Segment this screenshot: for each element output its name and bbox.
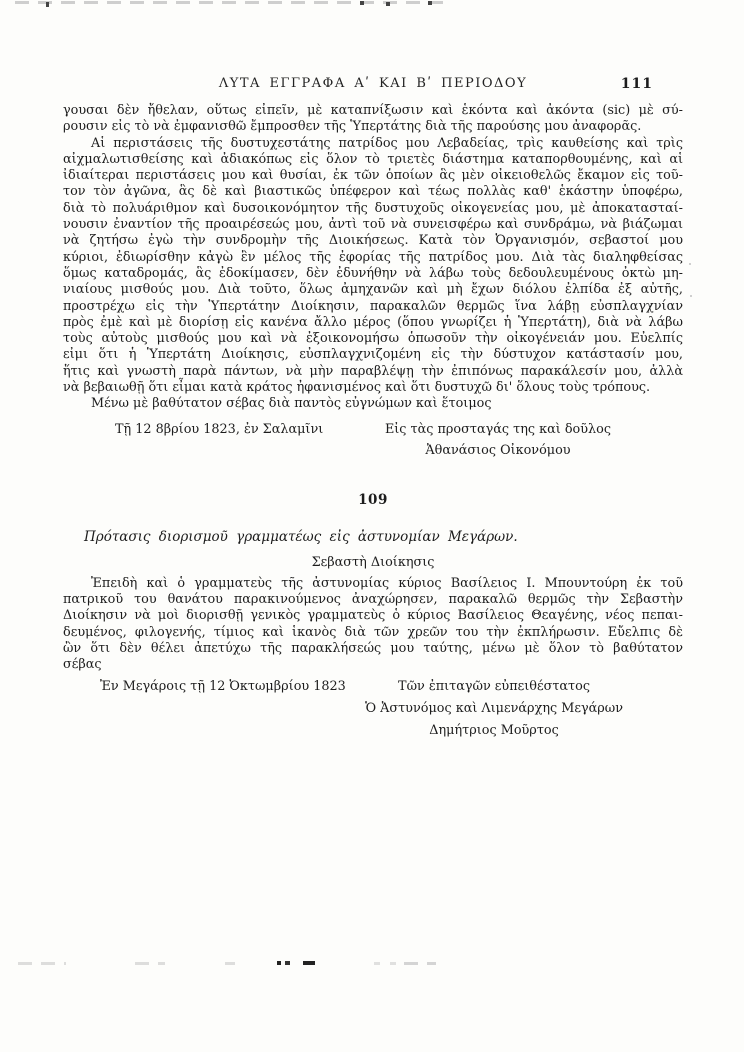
text-line: ἥτις καὶ γνωστὴ παρὰ πάντων, νὰ μὴν παραβλέψῃ τὴν ἐπιπόνως παρακάλεσίν μου, ἀλλὰ <box>63 363 683 379</box>
text-line: σέβας <box>63 657 102 673</box>
text-line: ὢν ὅτι δὲν θέλει ἀπετύχω τῆς παρακλήσεώς μου ταύτης, μένω μὲ ὅλον τὸ βαθύτατον <box>63 640 683 656</box>
text-line: ἰδιαίτεραι περιστάσεις μου καὶ θυσίαι, ἐκ τῶν ὁποίων ἃς μὲν οἰκειοθελῶς ἔκαμον εἰς τοῦ- <box>63 168 683 184</box>
text-line: Ἐπειδὴ καὶ ὁ γραμματεὺς τῆς ἀστυνομίας κύριος Βασίλειος Ι. Μπουντούρη ἐκ τοῦ <box>91 575 683 591</box>
scan-artifact-bottom-line <box>374 962 380 965</box>
document-108-signature-block <box>63 419 683 461</box>
document-109-signature-name: Δημήτριος Μοῦρτος <box>429 723 559 739</box>
document-108-signature-column <box>385 419 611 461</box>
document-109-dateline: Ἐν Μεγάροις τῇ 12 Ὀκτωμβρίου 1823 <box>100 679 346 695</box>
text-line: τοὺς αὐτοὺς μισθούς μου καὶ νὰ ἐξοικονομήσω ὁπωσοῦν τὴν οἰκογένειάν μου. Εὐελπίς <box>63 331 683 347</box>
scan-speck <box>285 961 290 965</box>
text-line: διὰ τὸ πολυάριθμον καὶ δυσοικονόμητον τῆς δυστυχοῦς οἰκογενείας μου, μὲ ἀποκατασταί- <box>63 200 683 216</box>
document-108-signature-name: Ἀθανάσιος Οἰκονόμου <box>425 442 571 458</box>
document-108-body <box>63 103 683 413</box>
text-line: Διοίκησιν νὰ μοὶ διορισθῇ γενικὸς γραμματεὺς ὁ κύριος Βασίλειος Θεαγένης, νέος πεπαι- <box>63 608 683 624</box>
text-line: ὅμως καταδρομάς, ἃς ἐδοκίμασεν, δὲν ἐδυνήθην νὰ λάβω τοὺς δεδουλευμένους ὀκτὼ μη- <box>63 265 683 281</box>
scan-speck <box>46 2 49 7</box>
document-109-signature-column <box>365 676 623 742</box>
document-109-number: 109 <box>358 491 388 508</box>
page-header <box>63 76 683 92</box>
scan-speck <box>689 263 691 265</box>
page-number: 111 <box>620 76 653 92</box>
scan-artifact-bottom-line <box>225 962 235 965</box>
document-108-closing: Εἰς τὰς προσταγάς της καὶ δοῦλος <box>384 421 611 437</box>
text-line: νὰ ζητήσω ἐγὼ τὴν συνδρομὴν τῆς Διοικήσεως. Κατὰ τὸν Ὀργανισμόν, σεβαστοί μου <box>63 233 683 249</box>
scan-artifact-bottom-line <box>135 962 165 965</box>
scan-speck <box>277 961 281 965</box>
text-line: Αἱ περιστάσεις τῆς δυστυχεστάτης πατρίδος μου Λεβαδείας, τρὶς καυθείσης καὶ τρὶς <box>91 135 683 151</box>
document-109-salutation: Σεβαστὴ Διοίκησις <box>311 554 435 570</box>
text-line: ρουσιν εἰς τὸ νὰ ἐμφανισθῶ ἔμπροσθεν τῆς Ὑπερτάτης διὰ τῆς παρούσης μου ἀναφορᾶς. <box>63 119 642 135</box>
document-109-signature-block <box>63 676 683 742</box>
document-109-body <box>63 576 683 674</box>
text-line: τον τὸν ἀγῶνα, ἃς δὲ καὶ βιαστικῶς ὑπέφερον καὶ τέως πολλὰς καθ' ἑκάστην ὑποφέρω, <box>63 184 683 200</box>
text-line: πατρικοῦ του θανάτου παρακινούμενος ἀναχώρησεν, παρακαλῶ θερμῶς τὴν Σεβαστὴν <box>63 591 683 607</box>
text-line: εἰμι ὅτι ἡ Ὑπερτάτη Διοίκησις, εὐσπλαγχνιζομένη εἰς τὴν δύστυχον κατάστασίν μου, <box>63 347 683 363</box>
scan-speck <box>690 295 692 297</box>
scan-artifact-bottom-line <box>404 962 436 965</box>
text-line: δευμένος, φιλογενής, τίμιος καὶ ἱκανὸς διὰ τῶν χρεῶν του τὴν ἐκπλήρωσιν. Εὔελπις δὲ <box>63 624 683 640</box>
document-109-closing: Τῶν ἐπιταγῶν εὐπειθέστατος <box>398 679 591 695</box>
text-line: νιαίους μισθούς μου. Διὰ τοῦτο, ὅλως ἀμηχανῶν καὶ μὴ ἔχων διόλου ἐλπίδα ἐξ αὐτῆς, <box>63 282 683 298</box>
text-line: Μένω μὲ βαθύτατον σέβας διὰ παντὸς εὐγνώμων καὶ ἕτοιμος <box>91 396 492 412</box>
text-line: γουσαι δὲν ἤθελαν, οὕτως εἰπεῖν, μὲ καταπνίξωσιν καὶ ἑκόντα καὶ ἀκόντα (sic) μὲ σύ- <box>63 103 683 118</box>
scan-speck <box>303 961 315 965</box>
scan-artifact-bottom-line <box>18 962 66 965</box>
document-109-title: Πρότασις διορισμοῦ γραμματέως εἰς ἀστυνομίαν Μεγάρων. <box>84 528 518 545</box>
document-108-dateline: Τῇ 12 8βρίου 1823, ἐν Σαλαμῖνι <box>115 421 324 437</box>
running-title: ΛΥΤΑ ΕΓΓΡΑΦΑ Αʹ ΚΑΙ Βʹ ΠΕΡΙΟΔΟΥ <box>218 76 528 91</box>
document-109-signature-title: Ὁ Ἀστυνόμος καὶ Λιμενάρχης Μεγάρων <box>365 701 623 717</box>
page-content <box>63 0 683 742</box>
text-line: νὰ βεβαιωθῇ ὅτι εἶμαι κατὰ κράτος ἠφανισμένος καὶ ὅτι δυστυχῶ δι' ὅλους τοὺς τρόπους. <box>63 380 651 396</box>
text-line: προστρέχω εἰς τὴν Ὑπερτάτην Διοίκησιν, παρακαλῶν θερμῶς ἵνα λάβῃ εὐσπλαγχνίαν <box>63 298 683 314</box>
text-line: πρὸς ἐμὲ καὶ μὲ διορίσῃ εἰς κανένα ἄλλο μέρος (ὅπου γνωρίζει ἡ Ὑπερτάτη), διὰ νὰ λάβω <box>63 314 683 330</box>
text-line: αἰχμαλωτισθείσης καὶ ἀδιακόπως εἰς ὅλον τὸ τριετὲς διάστημα καταπορθουμένης, καὶ αἱ <box>63 151 683 167</box>
text-line: νουσιν ἐναντίον τῆς προαιρέσεώς μου, ἀντὶ τοῦ νὰ συνεισφέρω καὶ συνδράμω, νὰ βιάζωμαι <box>63 217 683 233</box>
text-line: κύριοι, ἐδιωρίσθην κἀγὼ ἓν μέλος τῆς ἐφορίας τῆς πατρίδος μου. Διὰ τὰς διαληφθείσας <box>63 249 683 265</box>
scan-artifact-bottom-line <box>390 962 396 965</box>
